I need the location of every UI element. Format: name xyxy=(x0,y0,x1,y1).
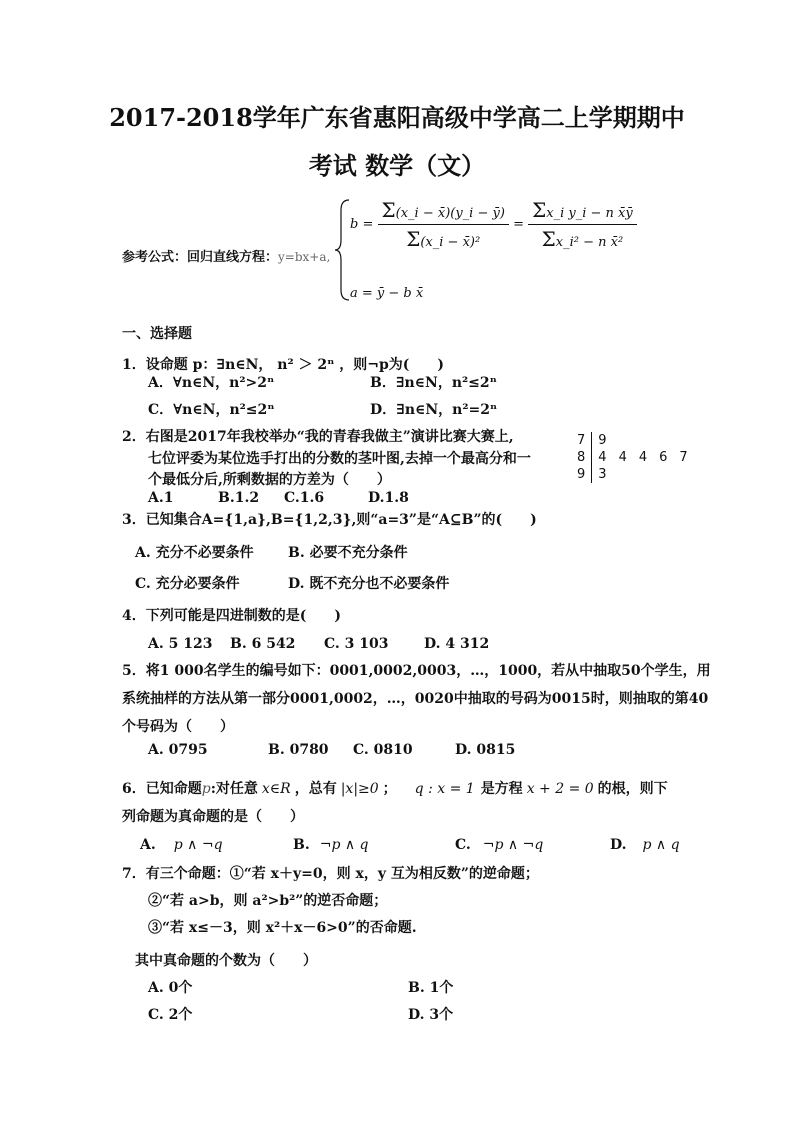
leaf-value: 6 xyxy=(659,450,668,465)
q6-text-3: ，总有 xyxy=(294,781,337,797)
leaf-value: 4 xyxy=(618,450,627,465)
q6-option-d xyxy=(610,837,680,853)
regression-equation: y=bx+a, xyxy=(278,250,331,264)
q1-stem: 1．设命题 p：∃n∈N， n² ＞ 2ⁿ ，则¬p为( ) xyxy=(122,357,444,373)
q6-option-d-label: D. xyxy=(610,837,627,853)
q7-option-a: A. 0个 xyxy=(148,980,193,996)
q4-option-b: B. 6 542 xyxy=(230,636,296,652)
q4-option-d: D. 4 312 xyxy=(424,636,490,652)
q7-line-4: 其中真命题的个数为（ ） xyxy=(135,953,317,969)
leaf-value: 9 xyxy=(598,433,607,448)
q1-option-b: B．∃n∈N，n²≤2ⁿ xyxy=(370,375,497,391)
q6-line-1 xyxy=(122,778,668,798)
q2-option-a: A.1 xyxy=(148,490,174,506)
q6-equation: x + 2 = 0 xyxy=(526,781,594,797)
a-formula: a = ȳ − b x̄ xyxy=(350,286,424,301)
q2-line-1: 2．右图是2017年我校举办“我的青春我做主”演讲比赛大赛上, xyxy=(122,429,514,445)
b-symbol: b = xyxy=(350,217,374,232)
q7-line-3: ③“若 x≤－3，则 x²＋x－6>0”的否命题. xyxy=(148,920,417,936)
page-title: 2017-2018学年广东省惠阳高级中学高二上学期期中 xyxy=(109,103,685,132)
q5-option-c: C. 0810 xyxy=(353,742,413,758)
q6-option-c xyxy=(455,837,543,853)
q6-q-def: q : x = 1 xyxy=(414,781,475,797)
q6-x-in-r: x∈R xyxy=(261,781,291,797)
q6-line-2: 列命题为真命题的是（ ） xyxy=(122,809,304,825)
q6-option-c-expr: ¬p ∧ ¬q xyxy=(482,837,544,853)
q6-option-a-expr: p ∧ ¬q xyxy=(173,837,223,853)
q3-option-c: C. 充分必要条件 xyxy=(135,576,240,592)
b-fraction-1: $\frac{\Sigma(x\_i - x̄)(y\_i - ȳ)}{\text{Σ(x\_i − x̄)²}}$ xyxy=(378,198,509,251)
q5-option-d: D. 0815 xyxy=(455,742,516,758)
stem-leaf-row xyxy=(571,466,694,483)
q4-stem: 4．下列可能是四进制数的是( ) xyxy=(122,608,341,624)
q7-option-c: C. 2个 xyxy=(148,1007,193,1023)
q7-line-2: ②“若 a>b，则 a²>b²”的逆否命题； xyxy=(148,893,388,909)
b-formula: b = $\frac{\Sigma(x\_i - x̄)(y\_i - ȳ)}{\text{Σ(x\_i − x̄)²}}$ = $\frac{\text{Σx\_i y\_i − n x̄ȳ}}{\text{Σx\_i² − n x̄²}}$ xyxy=(350,198,637,251)
q7-option-b: B. 1个 xyxy=(408,980,454,996)
stem-leaf-row xyxy=(571,432,694,449)
b-fraction-2: $\frac{\text{Σx\_i y\_i − n x̄ȳ}}{\text{Σx\_i² − n x̄²}}$ xyxy=(528,198,637,251)
q5-line-3: 个号码为（ ） xyxy=(122,719,234,735)
q6-option-a-label: A. xyxy=(140,837,156,853)
q6-text-5: 是方程 xyxy=(480,781,523,797)
q6-abs-x: |x|≥0 xyxy=(340,781,379,797)
b-num-2: x_i y_i − n x̄ȳ xyxy=(546,206,633,221)
stem-value: 8 xyxy=(571,449,592,466)
formula-label xyxy=(122,246,330,265)
q3-option-d: D. 既不充分也不必要条件 xyxy=(288,576,450,592)
q3-option-b: B. 必要不充分条件 xyxy=(288,545,408,561)
q2-option-b: B.1.2 xyxy=(218,490,260,506)
q2-option-c: C.1.6 xyxy=(284,490,325,506)
q6-option-c-label: C. xyxy=(455,837,471,853)
q6-p: p xyxy=(201,781,211,797)
q6-option-b xyxy=(293,837,369,853)
q6-text-2: :对任意 xyxy=(210,781,258,797)
q6-text-1: 6．已知命题 xyxy=(122,781,202,797)
q1-option-a: A．∀n∈N，n²>2ⁿ xyxy=(148,375,275,391)
q5-line-1: 5．将1 000名学生的编号如下：0001,0002,0003，…，1000，若从中抽取50个学生，用 xyxy=(122,663,711,679)
q7-line-1: 7．有三个命题：①“若 x＋y=0，则 x，y 互为相反数”的逆命题； xyxy=(122,866,539,882)
stem-value: 9 xyxy=(571,466,592,483)
b-num-1: (x_i − x̄)(y_i − ȳ) xyxy=(395,206,505,221)
formula-label-text: 参考公式：回归直线方程： xyxy=(122,250,279,265)
q1-option-c: C．∀n∈N，n²≤2ⁿ xyxy=(148,402,275,418)
leaf-value: 3 xyxy=(598,467,607,482)
page-subtitle: 考试 数学（文） xyxy=(308,151,486,180)
q1-option-d: D．∃n∈N，n²=2ⁿ xyxy=(370,402,498,418)
q4-option-a: A. 5 123 xyxy=(148,636,213,652)
b-den-1: (x_i − x̄)² xyxy=(420,235,481,250)
leaf-value: 4 xyxy=(638,450,648,465)
section-heading: 一、选择题 xyxy=(122,326,192,342)
q4-option-c: C. 3 103 xyxy=(324,636,389,652)
q7-option-d: D. 3个 xyxy=(408,1007,454,1023)
stem-leaf-row xyxy=(571,449,694,466)
q2-option-d: D.1.8 xyxy=(368,490,409,506)
q2-line-2: 七位评委为某位选手打出的分数的茎叶图,去掉一个最高分和一 xyxy=(148,451,531,467)
q5-line-2: 系统抽样的方法从第一部分0001,0002，…，0020中抽取的号码为0015时，则抽取的第40 xyxy=(122,691,709,707)
stem-value: 7 xyxy=(571,432,592,449)
q2-line-3: 个最低分后,所剩数据的方差为（ ） xyxy=(148,472,391,488)
q5-option-a: A. 0795 xyxy=(148,742,208,758)
q6-option-b-label: B. xyxy=(293,837,310,853)
q6-text-6: 的根，则下 xyxy=(597,781,668,797)
stem-leaf-plot xyxy=(571,432,694,483)
q6-text-4: ； xyxy=(382,781,397,797)
leaf-value: 7 xyxy=(679,450,688,465)
q3-stem: 3．已知集合A={1,a},B={1,2,3},则“a=3”是“A⊆B”的( ) xyxy=(122,512,537,528)
q6-option-b-expr: ¬p ∧ q xyxy=(319,837,369,853)
b-den-2: x_i² − n x̄² xyxy=(555,235,624,250)
leaf-value: 4 xyxy=(598,450,607,465)
q3-option-a: A. 充分不必要条件 xyxy=(135,545,254,561)
q6-option-d-expr: p ∧ q xyxy=(642,837,680,853)
q6-option-a xyxy=(140,837,223,853)
q5-option-b: B. 0780 xyxy=(268,742,329,758)
